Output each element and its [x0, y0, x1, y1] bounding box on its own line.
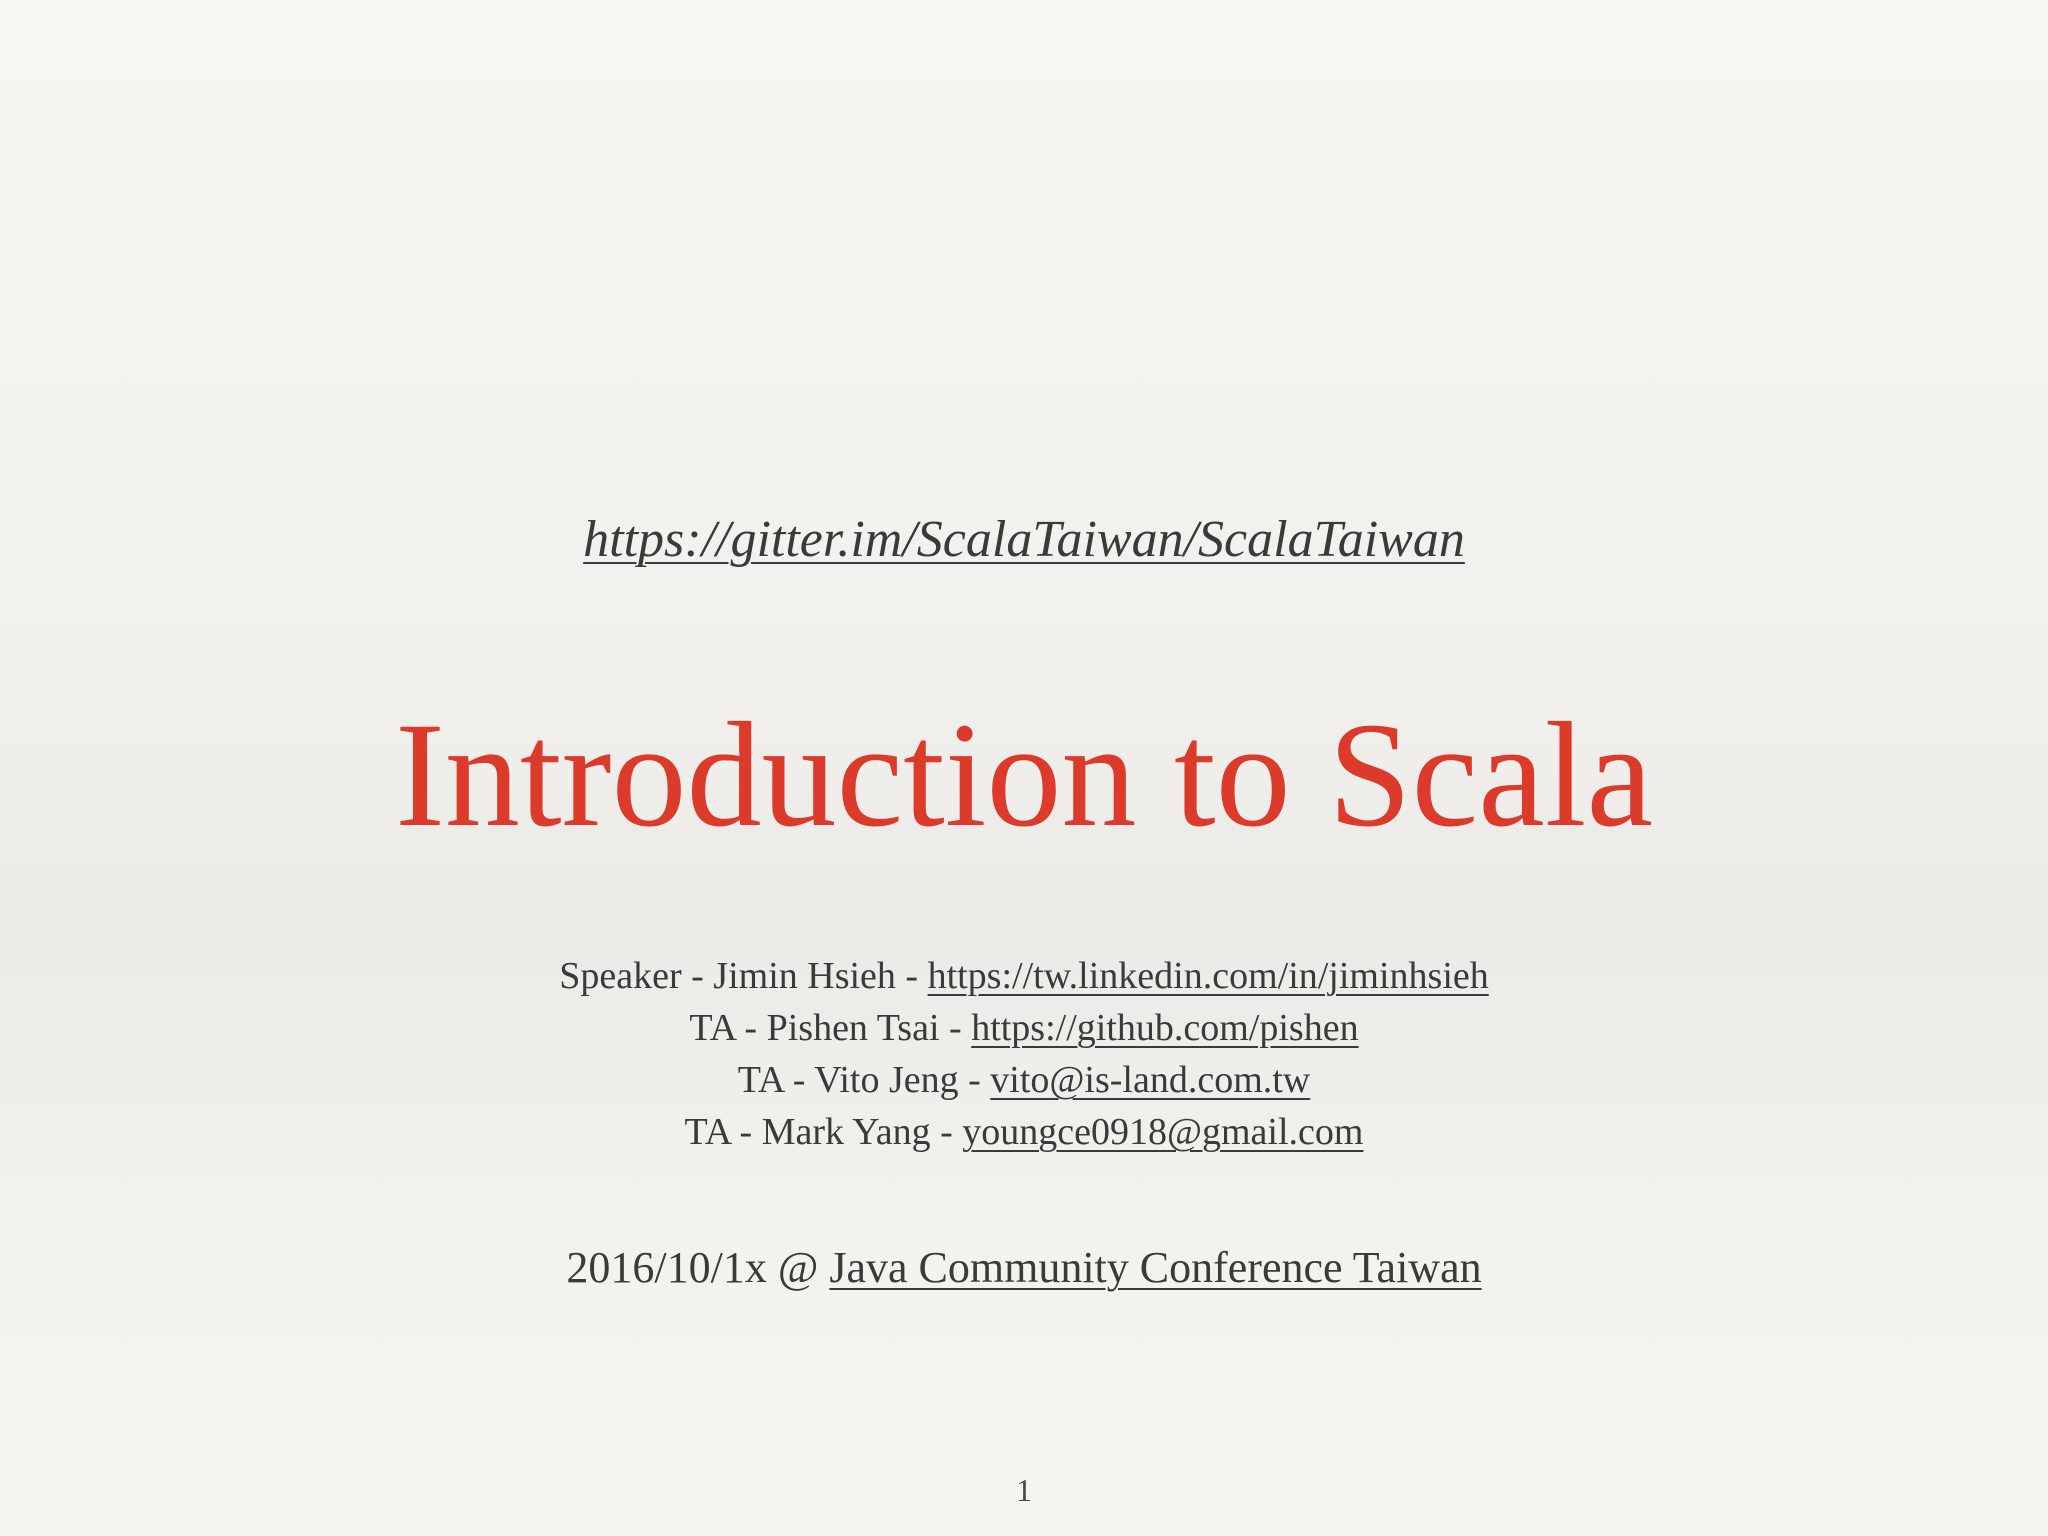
ta-mark-email-link[interactable]: youngce0918@gmail.com	[962, 1111, 1364, 1153]
speaker-label: Speaker - Jimin Hsieh -	[559, 955, 928, 997]
ta-label-pishen: TA - Pishen Tsai -	[689, 1007, 972, 1049]
ta-github-link[interactable]: https://github.com/pishen	[971, 1007, 1359, 1049]
speaker-line	[0, 950, 2048, 1002]
ta-line-vito	[0, 1054, 2048, 1106]
ta-vito-email-link[interactable]: vito@is-land.com.tw	[990, 1059, 1311, 1101]
conference-link[interactable]: Java Community Conference Taiwan	[829, 1243, 1482, 1292]
speaker-linkedin-link[interactable]: https://tw.linkedin.com/in/jiminhsieh	[927, 955, 1489, 997]
gitter-line	[0, 505, 2048, 575]
event-date: 2016/10/1x @	[566, 1243, 830, 1292]
event-line	[0, 1238, 2048, 1298]
ta-line-mark	[0, 1106, 2048, 1158]
ta-line-pishen	[0, 1002, 2048, 1054]
ta-label-vito: TA - Vito Jeng -	[737, 1059, 991, 1101]
slide-title: Introduction to Scala	[394, 692, 1653, 858]
page-number: 1	[1016, 1472, 1032, 1508]
ta-label-mark: TA - Mark Yang -	[684, 1111, 963, 1153]
gitter-link[interactable]: https://gitter.im/ScalaTaiwan/ScalaTaiwan	[583, 511, 1465, 568]
